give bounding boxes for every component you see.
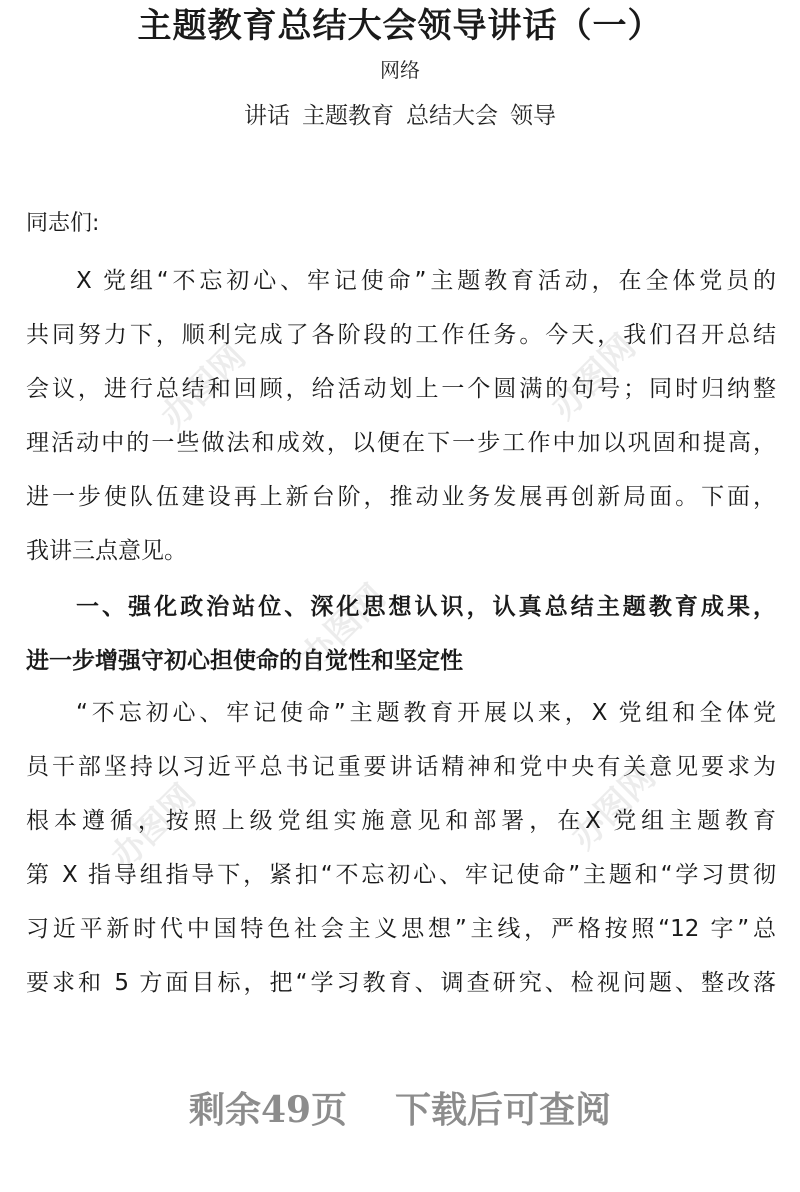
body-line: 习近平新时代中国特色社会主义思想”主线，严格按照“12 字”总 [26, 916, 776, 942]
body-line: X 党组“不忘初心、牢记使命”主题教育活动，在全体党员的 [76, 268, 776, 294]
body-line: 要求和 5 方面目标，把“学习教育、调查研究、检视问题、整改落 [26, 970, 776, 996]
watermark: 办图网 [543, 326, 644, 428]
keyword: 讲话 [244, 103, 290, 129]
download-prompt[interactable] [0, 1086, 800, 1134]
body-line: 进一步使队伍建设再上新台阶，推动业务发展再创新局面。下面， [26, 484, 776, 510]
keyword: 总结大会 [406, 103, 498, 129]
body-line: 员干部坚持以习近平总书记重要讲话精神和党中央有关意见要求为 [26, 754, 776, 780]
body-line: 理活动中的一些做法和成效，以便在下一步工作中加以巩固和提高， [26, 430, 776, 456]
document-keywords [0, 100, 800, 132]
watermark: 办图网 [103, 776, 204, 878]
body-line: 根本遵循，按照上级党组实施意见和部署，在X 党组主题教育 [26, 808, 776, 834]
watermark: 办图网 [153, 336, 254, 438]
document-title: 主题教育总结大会领导讲话（一） [137, 6, 663, 46]
body-line: 共同努力下，顺利完成了各阶段的工作任务。今天，我们召开总结 [26, 322, 776, 348]
content-fade [0, 1000, 800, 1060]
greeting: 同志们: [26, 211, 100, 236]
watermark: 办图网 [563, 756, 664, 858]
keyword: 主题教育 [302, 103, 394, 129]
body-line: 我讲三点意见。 [26, 538, 187, 564]
document-author: 网络 [380, 58, 420, 82]
body-line: “不忘初心、牢记使命”主题教育开展以来，X 党组和全体党 [76, 700, 776, 726]
body-line: 会议，进行总结和回顾，给活动划上一个圆满的句号；同时归纳整 [26, 376, 776, 402]
section-heading: 进一步增强守初心担使命的自觉性和坚定性 [26, 647, 463, 674]
section-heading: 一、强化政治站位、深化思想认识，认真总结主题教育成果， [76, 593, 776, 620]
download-to-view-label[interactable]: 下载后可查阅 [395, 1089, 612, 1131]
remaining-pages-label: 剩余49页 [188, 1089, 348, 1131]
keyword: 领导 [510, 103, 556, 129]
watermark: 办图网 [293, 576, 394, 678]
body-line: 第 X 指导组指导下，紧扣“不忘初心、牢记使命”主题和“学习贯彻 [26, 862, 776, 888]
